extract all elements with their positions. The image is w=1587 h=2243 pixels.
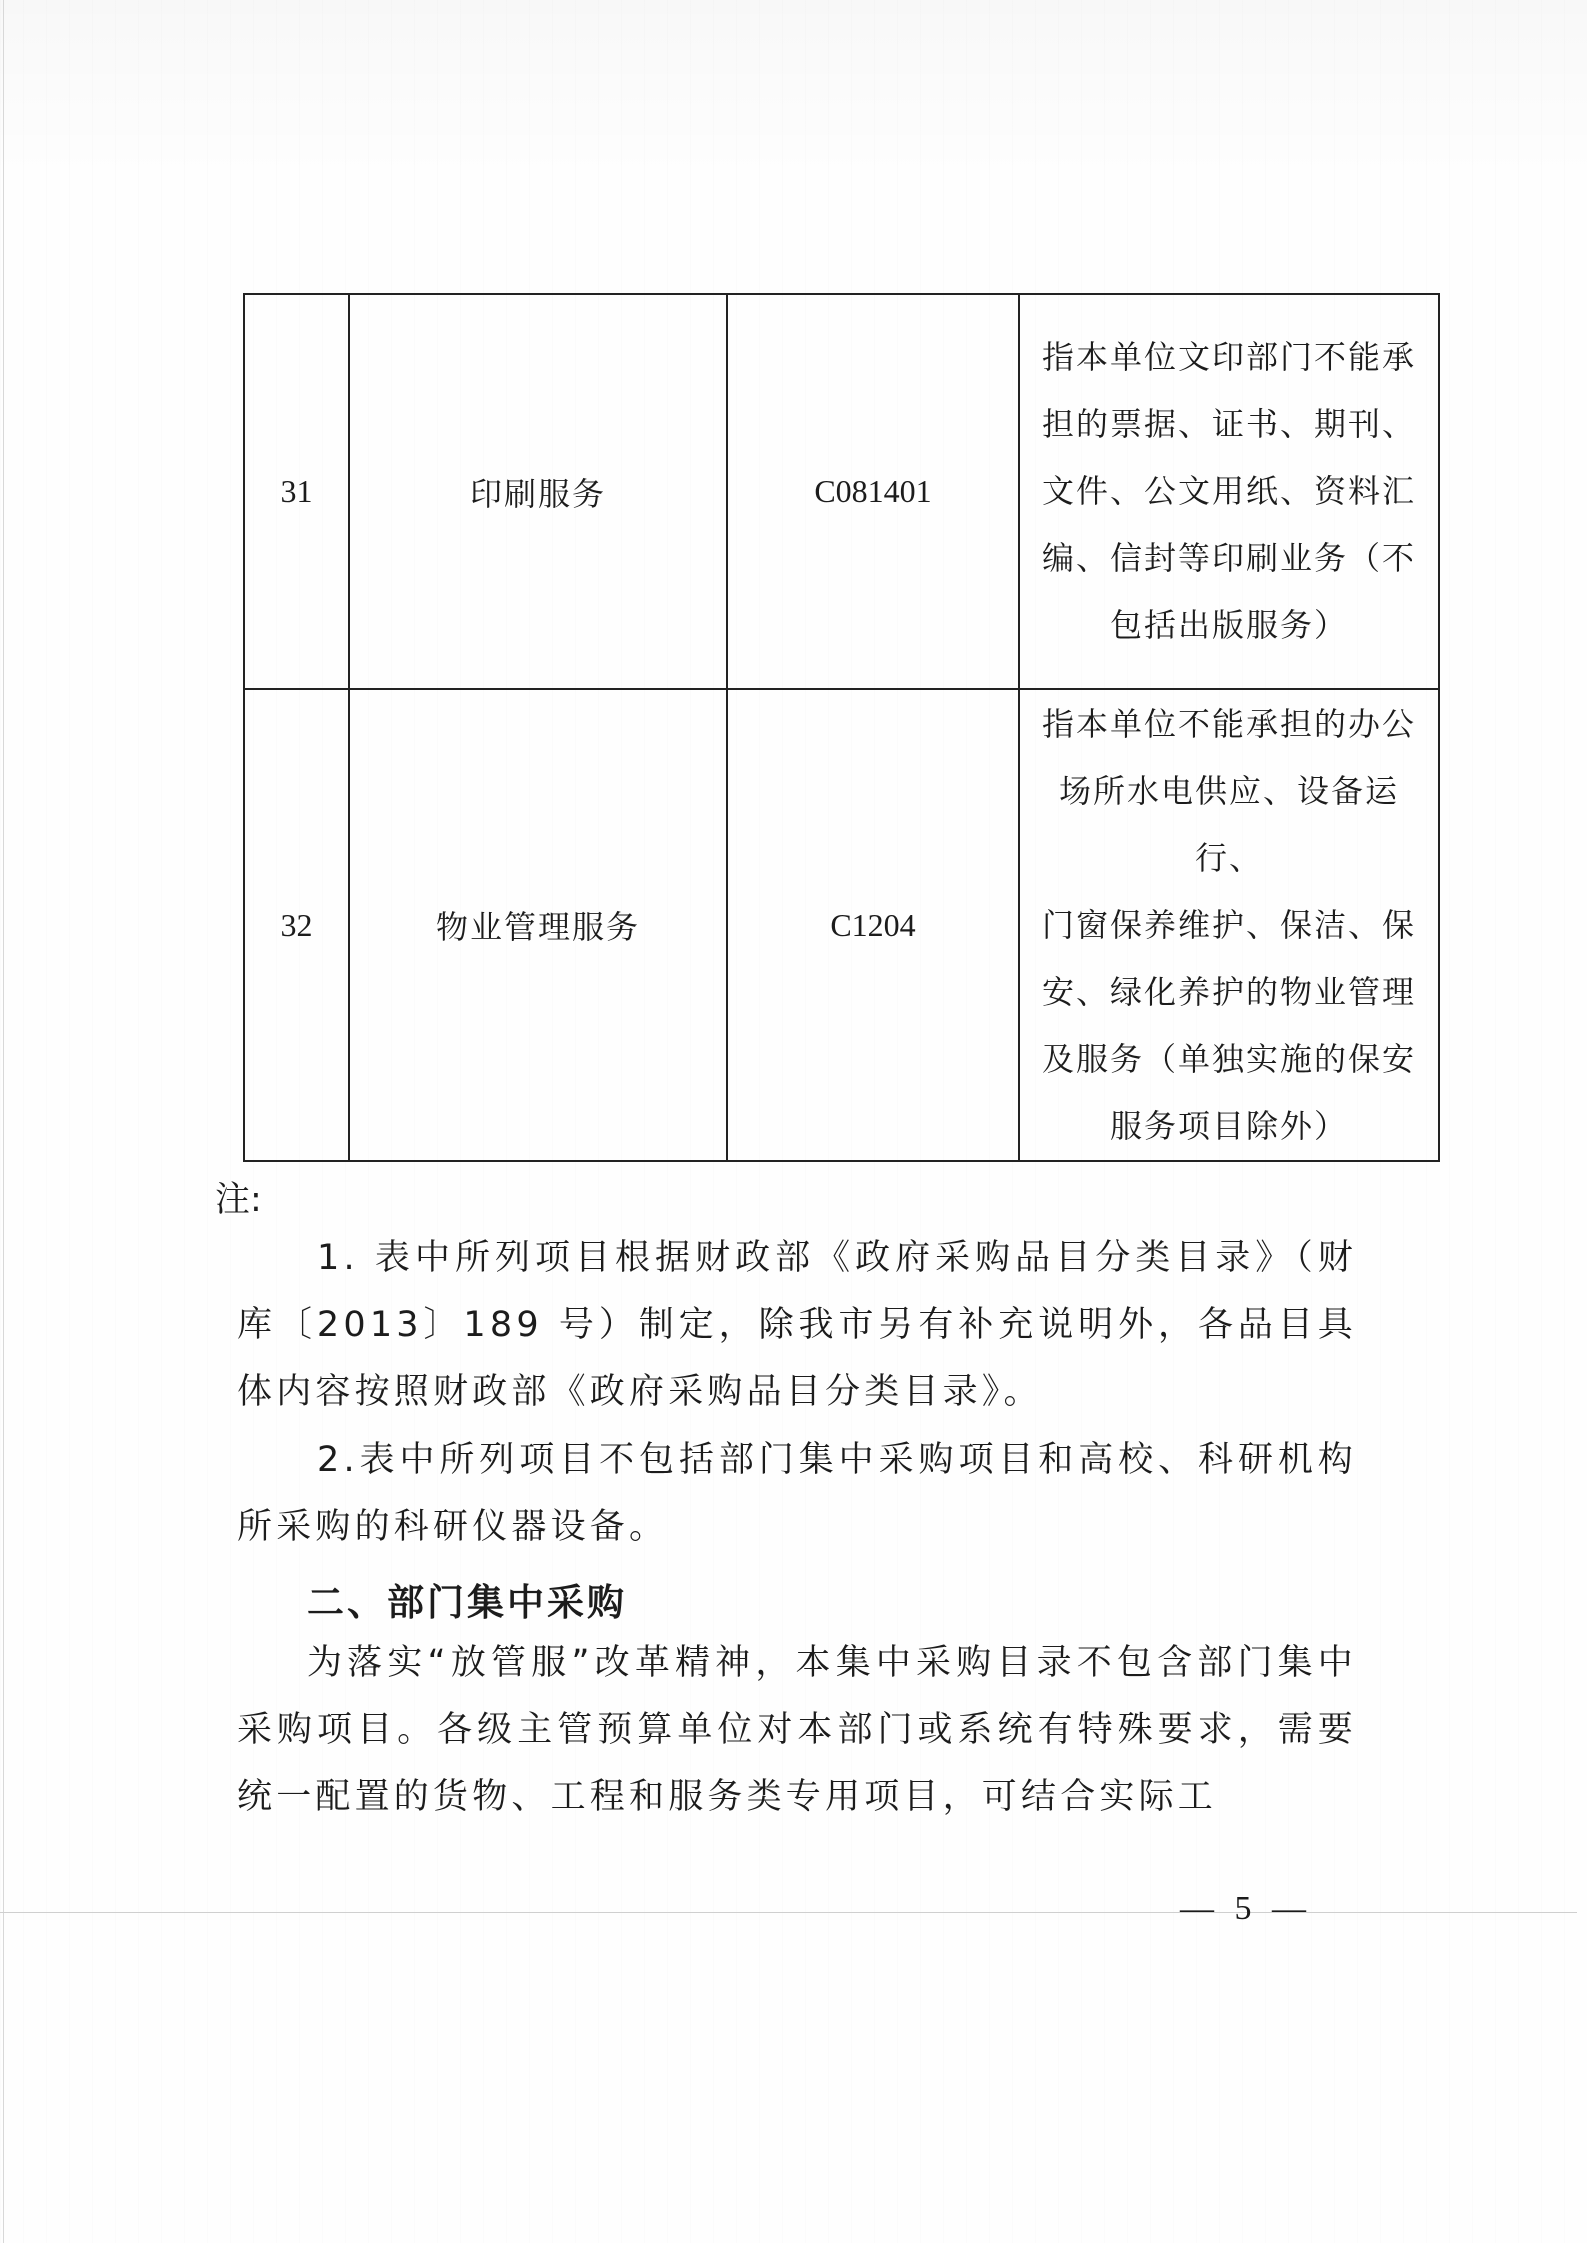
description-line: 安、绿化养护的物业管理 xyxy=(1041,972,1416,1011)
scan-edge xyxy=(3,0,4,2243)
row-number: 31 xyxy=(244,294,349,689)
note-item-2: 2.表中所列项目不包括部门集中采购项目和高校、科研机构所采购的科研仪器设备。 xyxy=(237,1440,1357,1547)
page-number: — 5 — xyxy=(1180,1890,1312,1927)
row-number: 32 xyxy=(244,689,349,1161)
table-row xyxy=(244,689,1439,1161)
procurement-catalog-table xyxy=(243,293,1440,1162)
item-description xyxy=(1019,294,1439,689)
item-name: 印刷服务 xyxy=(349,294,727,689)
description-line: 服务项目除外） xyxy=(1109,1106,1348,1145)
description-line: 指本单位不能承担的办公 xyxy=(1041,704,1416,743)
description-line: 编、信封等印刷业务（不 xyxy=(1041,539,1416,577)
item-code: C1204 xyxy=(727,689,1019,1161)
description-line: 门窗保养维护、保洁、保 xyxy=(1041,905,1416,944)
description-line: 指本单位文印部门不能承 xyxy=(1041,338,1416,376)
item-code: C081401 xyxy=(727,294,1019,689)
section-heading: 二、部门集中采购 xyxy=(307,1581,627,1624)
description-line: 及服务（单独实施的保安 xyxy=(1041,1039,1416,1078)
description-line: 担的票据、证书、期刊、 xyxy=(1041,405,1416,443)
table-row xyxy=(244,294,1439,689)
note-item-1: 1. 表中所列项目根据财政部《政府采购品目分类目录》（财库〔2013〕189 号）制定，除我市另有补充说明外，各品目具体内容按照财政部《政府采购品目分类目录》。 xyxy=(237,1238,1357,1412)
item-name: 物业管理服务 xyxy=(349,689,727,1161)
description-line: 文件、公文用纸、资料汇 xyxy=(1041,472,1416,510)
item-description xyxy=(1019,689,1439,1161)
footer-divider xyxy=(0,1912,1577,1913)
notes-label: 注: xyxy=(215,1180,262,1220)
description-line: 场所水电供应、设备运行、 xyxy=(1058,771,1399,877)
description-line: 包括出版服务） xyxy=(1109,606,1348,644)
section-paragraph: 为落实“放管服”改革精神，本集中采购目录不包含部门集中采购项目。各级主管预算单位对本部门或系统有特殊要求，需要统一配置的货物、工程和服务类专用项目，可结合实际工 xyxy=(237,1643,1357,1817)
